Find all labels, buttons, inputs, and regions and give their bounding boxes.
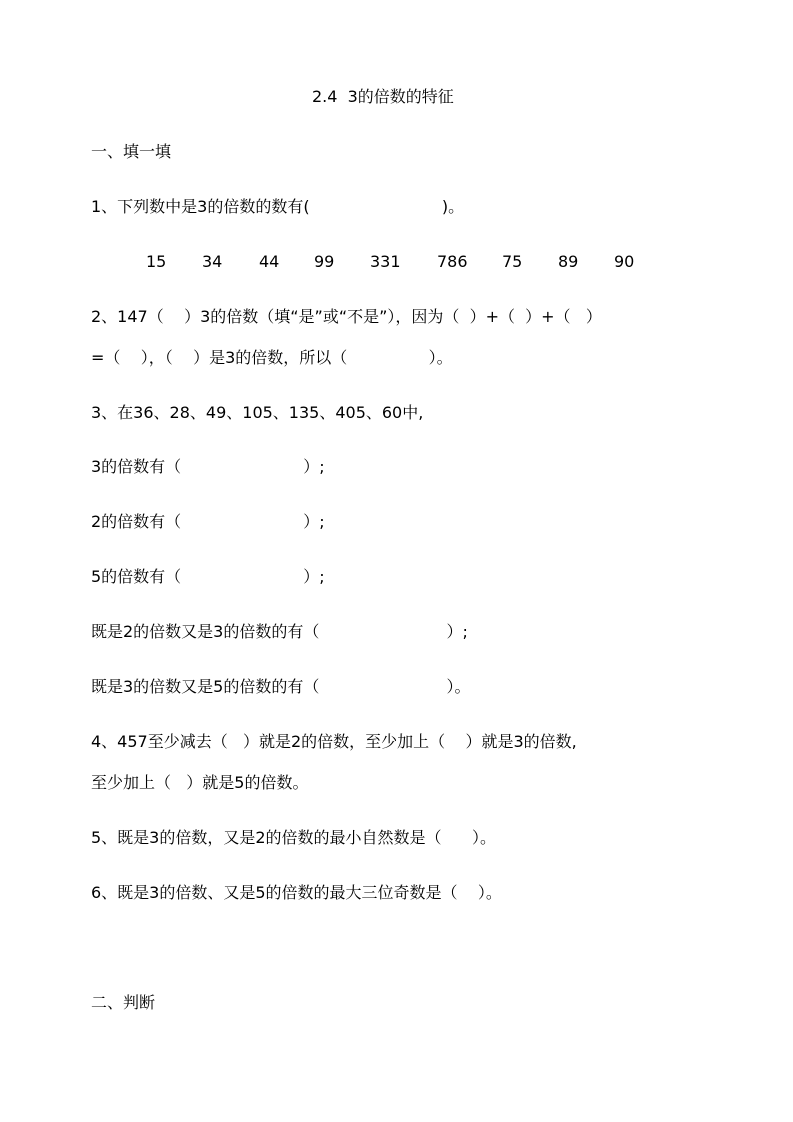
- number-item: 331: [370, 252, 401, 271]
- question-6: 6、既是3的倍数、又是5的倍数的最大三位奇数是（ ）。: [91, 883, 502, 902]
- number-item: 89: [558, 252, 579, 271]
- question-1: 1、下列数中是3的倍数的数有( )。: [91, 197, 465, 216]
- question-2-line-1: 2、147（ ）3的倍数（填“是”或“不是”），因为（ ）+（ ）+（ ）: [91, 307, 602, 326]
- number-item: 786: [437, 252, 468, 271]
- question-3-item: 既是3的倍数又是5的倍数的有（ ）。: [91, 677, 471, 696]
- number-item: 15: [146, 252, 167, 271]
- question-5: 5、既是3的倍数，又是2的倍数的最小自然数是（ ）。: [91, 828, 497, 847]
- number-item: 90: [614, 252, 635, 271]
- section-heading-judge: 二、判断: [91, 993, 156, 1012]
- question-3-item: 2的倍数有（ ）;: [91, 512, 325, 531]
- number-list: [0, 251, 793, 273]
- question-2-line-2: =（ ），（ ）是3的倍数，所以（ ）。: [91, 348, 453, 367]
- question-3-intro: 3、在36、28、49、105、135、405、60中,: [91, 403, 424, 422]
- section-heading-fill-in: 一、填一填: [91, 142, 172, 161]
- question-3-item: 5的倍数有（ ）;: [91, 567, 325, 586]
- number-item: 99: [314, 252, 335, 271]
- question-4-line-1: 4、457至少减去（ ）就是2的倍数，至少加上（ ）就是3的倍数,: [91, 732, 577, 751]
- page-title: 2.4 3的倍数的特征: [312, 87, 454, 106]
- question-3-item: 既是2的倍数又是3的倍数的有（ ）;: [91, 622, 468, 641]
- number-item: 34: [202, 252, 223, 271]
- question-3-item: 3的倍数有（ ）;: [91, 457, 325, 476]
- number-item: 75: [502, 252, 523, 271]
- number-item: 44: [259, 252, 280, 271]
- question-4-line-2: 至少加上（ ）就是5的倍数。: [91, 773, 309, 792]
